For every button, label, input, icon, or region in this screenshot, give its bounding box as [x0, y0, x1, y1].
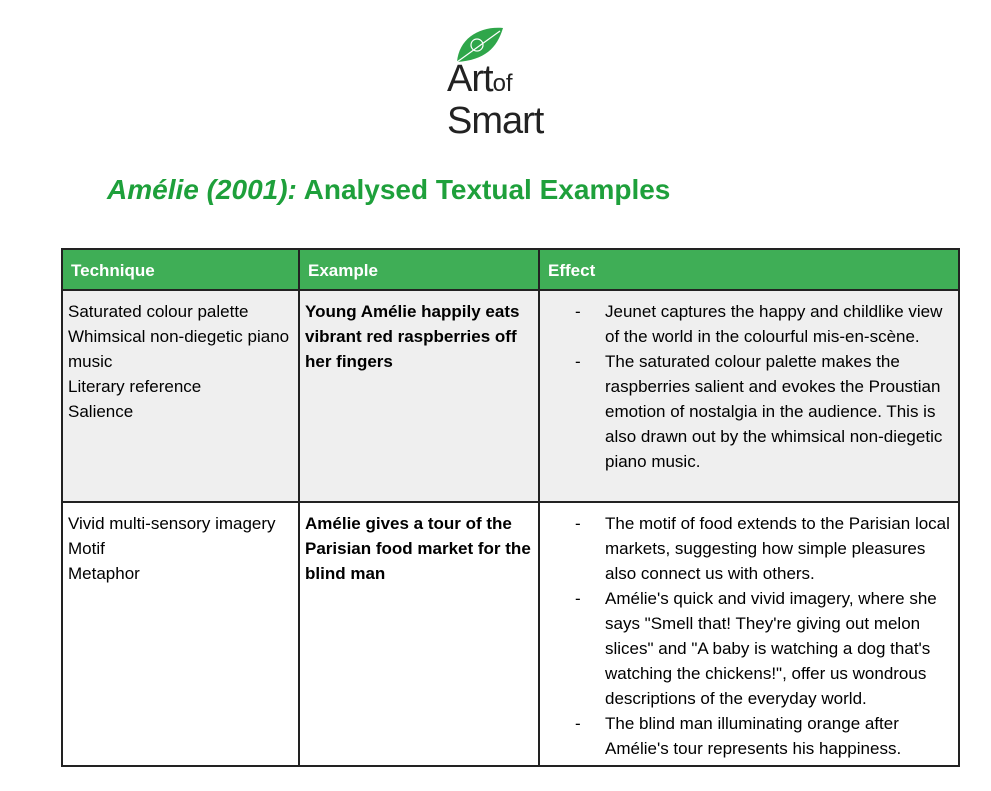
logo: Artof Smart [447, 58, 544, 142]
table-row [62, 502, 959, 766]
effect-item: - The blind man illuminating orange after Amélie's tour represents his happiness. [545, 711, 954, 761]
technique-cell: Vivid multi-sensory imagery Motif Metaphor [62, 502, 299, 766]
page-title: Amélie (2001): Analysed Textual Examples [107, 174, 671, 205]
table-header [62, 249, 959, 290]
technique-cell: Saturated colour palette Whimsical non-diegetic piano music Literary reference Salience [62, 290, 299, 502]
header-technique: Technique [62, 249, 299, 290]
effect-item: - The motif of food extends to the Parisian local markets, suggesting how simple pleasures also connect us with others. [545, 511, 954, 586]
effect-item: - Amélie's quick and vivid imagery, where she says "Smell that! They're giving out melon slices" and "A baby is watching a dog that's watching the chickens!", offer us wondrous descriptions of the everyday world. [545, 586, 954, 711]
analysis-table [61, 248, 960, 767]
example-cell: Young Amélie happily eats vibrant red raspberries off her fingers [299, 290, 539, 502]
effect-cell [539, 290, 959, 502]
example-cell: Amélie gives a tour of the Parisian food market for the blind man [299, 502, 539, 766]
effect-item: - Jeunet captures the happy and childlike view of the world in the colourful mis-en-scène. [545, 299, 954, 349]
header-effect: Effect [539, 249, 959, 290]
header-example: Example [299, 249, 539, 290]
effect-item: - The saturated colour palette makes the raspberries salient and evokes the Proustian emotion of nostalgia in the audience. This is also drawn out by the whimsical non-diegetic piano music. [545, 349, 954, 474]
table-row [62, 290, 959, 502]
effect-cell [539, 502, 959, 766]
